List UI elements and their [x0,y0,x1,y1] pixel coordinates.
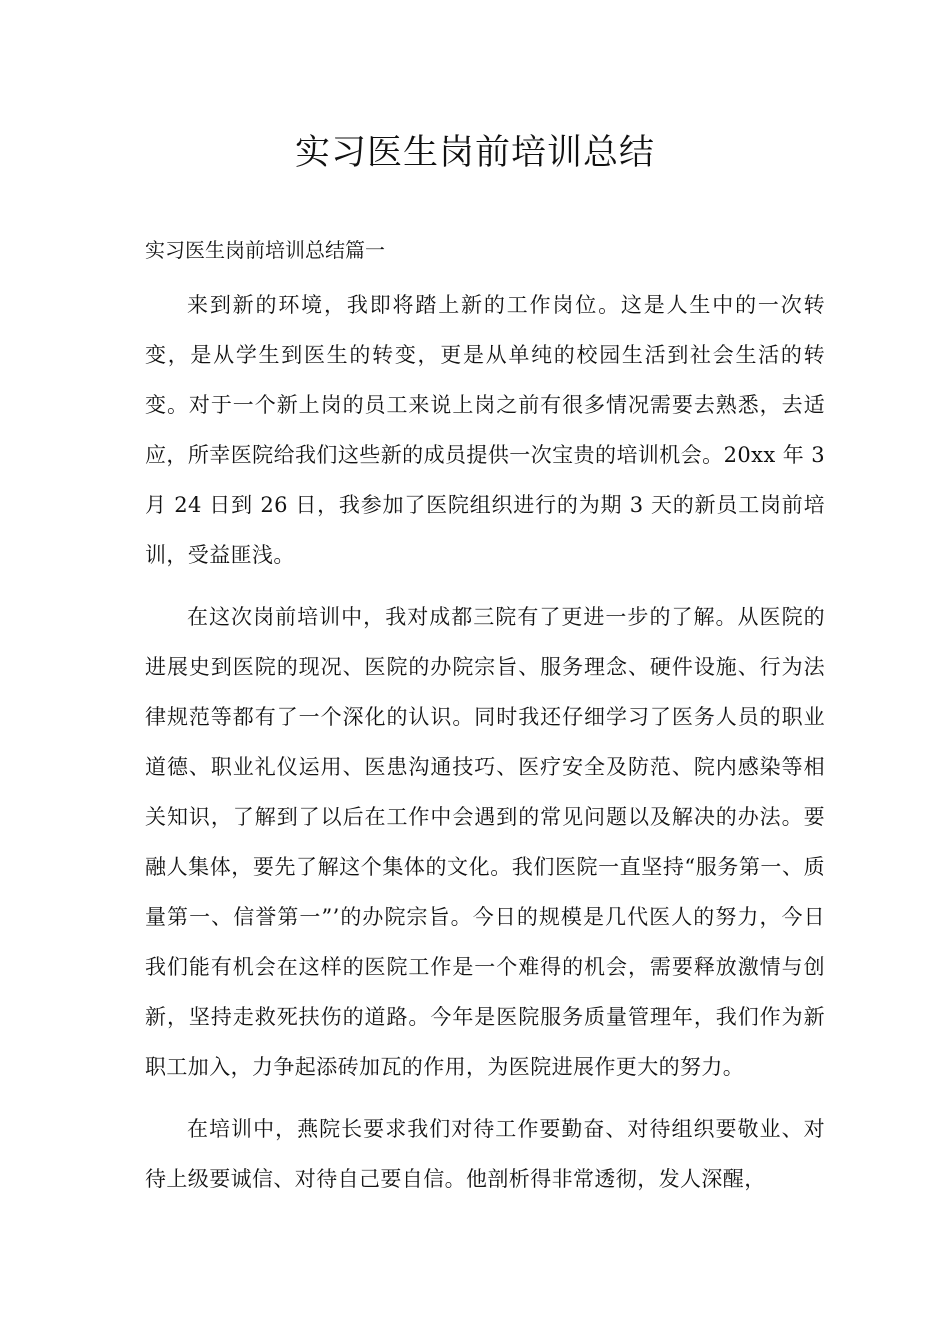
section-heading: 实习医生岗前培训总结篇一 [145,238,385,262]
paragraph-1: 来到新的环境，我即将踏上新的工作岗位。这是人生中的一次转变，是从学生到医生的转变，更是从单纯的校园生活到社会生活的转变。对于一个新上岗的员工来说上岗之前有很多情况需要去熟悉，去适应，所幸医院给我们这些新的成员提供一次宝贵的培训机会。20xx 年 3 月 24 日到 26 日，我参加了医院组织进行的为期 3 天的新员工岗前培训，受益匪浅。 [145,293,825,567]
paragraph-3: 在培训中，燕院长要求我们对待工作要勤奋、对待组织要敬业、对待上级要诚信、对待自己要自信。他剖析得非常透彻，发人深醒， [145,1117,825,1191]
paragraph-2: 在这次岗前培训中，我对成都三院有了更进一步的了解。从医院的进展史到医院的现况、医院的办院宗旨、服务理念、硬件设施、行为法律规范等都有了一个深化的认识。同时我还仔细学习了医务人员的职业道德、职业礼仪运用、医患沟通技巧、医疗安全及防范、院内感染等相关知识，了解到了以后在工作中会遇到的常见问题以及解决的办法。要融人集体，要先了解这个集体的文化。我们医院一直坚持“服务第一、质量第一、信誉第一”’的办院宗旨。今日的规模是几代医人的努力，今日我们能有机会在这样的医院工作是一个难得的机会，需要释放激情与创新，坚持走救死扶伤的道路。今年是医院服务质量管理年，我们作为新职工加入，力争起添砖加瓦的作用，为医院进展作更大的努力。 [145,605,825,1079]
document-title: 实习医生岗前培训总结 [294,133,655,173]
document-body [145,232,825,1216]
